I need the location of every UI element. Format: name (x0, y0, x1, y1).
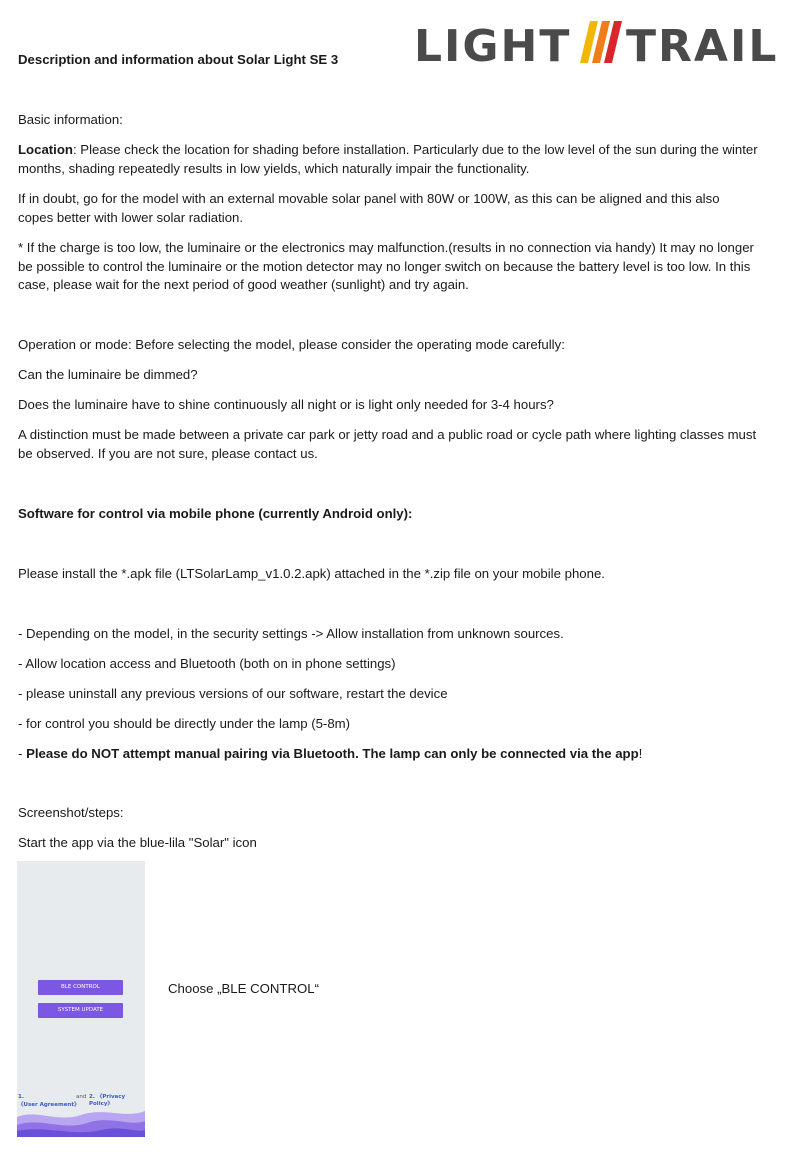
bullet-item: - for control you should be directly under the lamp (5-8m) (18, 716, 351, 731)
start-instruction: Start the app via the blue-lila "Solar" icon (18, 835, 257, 850)
document-title: Description and information about Solar Light SE 3 (18, 52, 339, 67)
choose-caption: Choose „BLE CONTROL“ (168, 981, 319, 996)
basic-info-heading: Basic information: (18, 112, 123, 127)
svg-text:LIGHT: LIGHT (414, 21, 572, 65)
bullet-item: - Depending on the model, in the security settings -> Allow installation from unknown sources. (18, 626, 564, 641)
screenshot-label: Screenshot/steps: (18, 805, 124, 820)
location-text: : Please check the location for shading before installation. Particularly due to the low level of the sun during the winter months, shading repeatedly results in low yields, which naturally impair the functionality. (18, 142, 758, 176)
user-agreement-link[interactable]: 《User Agreement》 (18, 1102, 80, 1108)
system-update-button[interactable]: SYSTEM UPDATE (38, 1003, 123, 1018)
location-label: Location (18, 142, 73, 157)
operation-paragraph: Operation or mode: Before selecting the model, please consider the operating mode carefully: (18, 337, 565, 352)
night-question: Does the luminaire have to shine continuously all night or is light only needed for 3-4 hours? (18, 397, 554, 412)
footer-and: and (76, 1094, 87, 1100)
bullet-item: - please uninstall any previous versions of our software, restart the device (18, 686, 448, 701)
privacy-policy-link[interactable]: 2. 《Privacy Policy》 (89, 1094, 126, 1107)
warning-prefix: - (18, 746, 27, 761)
svg-text:TRAIL: TRAIL (626, 21, 779, 65)
footer-one: 1. (18, 1094, 24, 1100)
software-heading: Software for control via mobile phone (currently Android only): (18, 506, 413, 521)
app-screenshot (17, 861, 145, 1137)
wave-decoration (17, 1103, 145, 1137)
ble-control-button[interactable]: BLE CONTROL (38, 980, 123, 995)
warning-suffix: ! (638, 746, 643, 761)
warning-item (18, 745, 758, 764)
charge-paragraph: * If the charge is too low, the luminaire or the electronics may malfunction.(results in no connection via handy) It may no longer be possible to control the luminaire or the motion detector may no longer switch on because the battery level is too low. In this case, please wait for the next period of good weather (sunlight) and try again. (18, 240, 754, 292)
distinction-paragraph: A distinction must be made between a private car park or jetty road and a public road or cycle path where lighting classes must be observed. If you are not sure, please contact us. (18, 427, 757, 461)
dimmed-question: Can the luminaire be dimmed? (18, 367, 198, 382)
warning-bold: Please do NOT attempt manual pairing via Bluetooth. The lamp can only be connected via the app (26, 746, 639, 761)
bullet-item: - Allow location access and Bluetooth (both on in phone settings) (18, 656, 396, 671)
location-paragraph (18, 141, 758, 178)
doubt-paragraph: If in doubt, go for the model with an external movable solar panel with 80W or 100W, as this can be aligned and this also copes better with lower solar radiation. (18, 191, 720, 225)
install-paragraph: Please install the *.apk file (LTSolarLamp_v1.0.2.apk) attached in the *.zip file on your mobile phone. (18, 566, 605, 581)
